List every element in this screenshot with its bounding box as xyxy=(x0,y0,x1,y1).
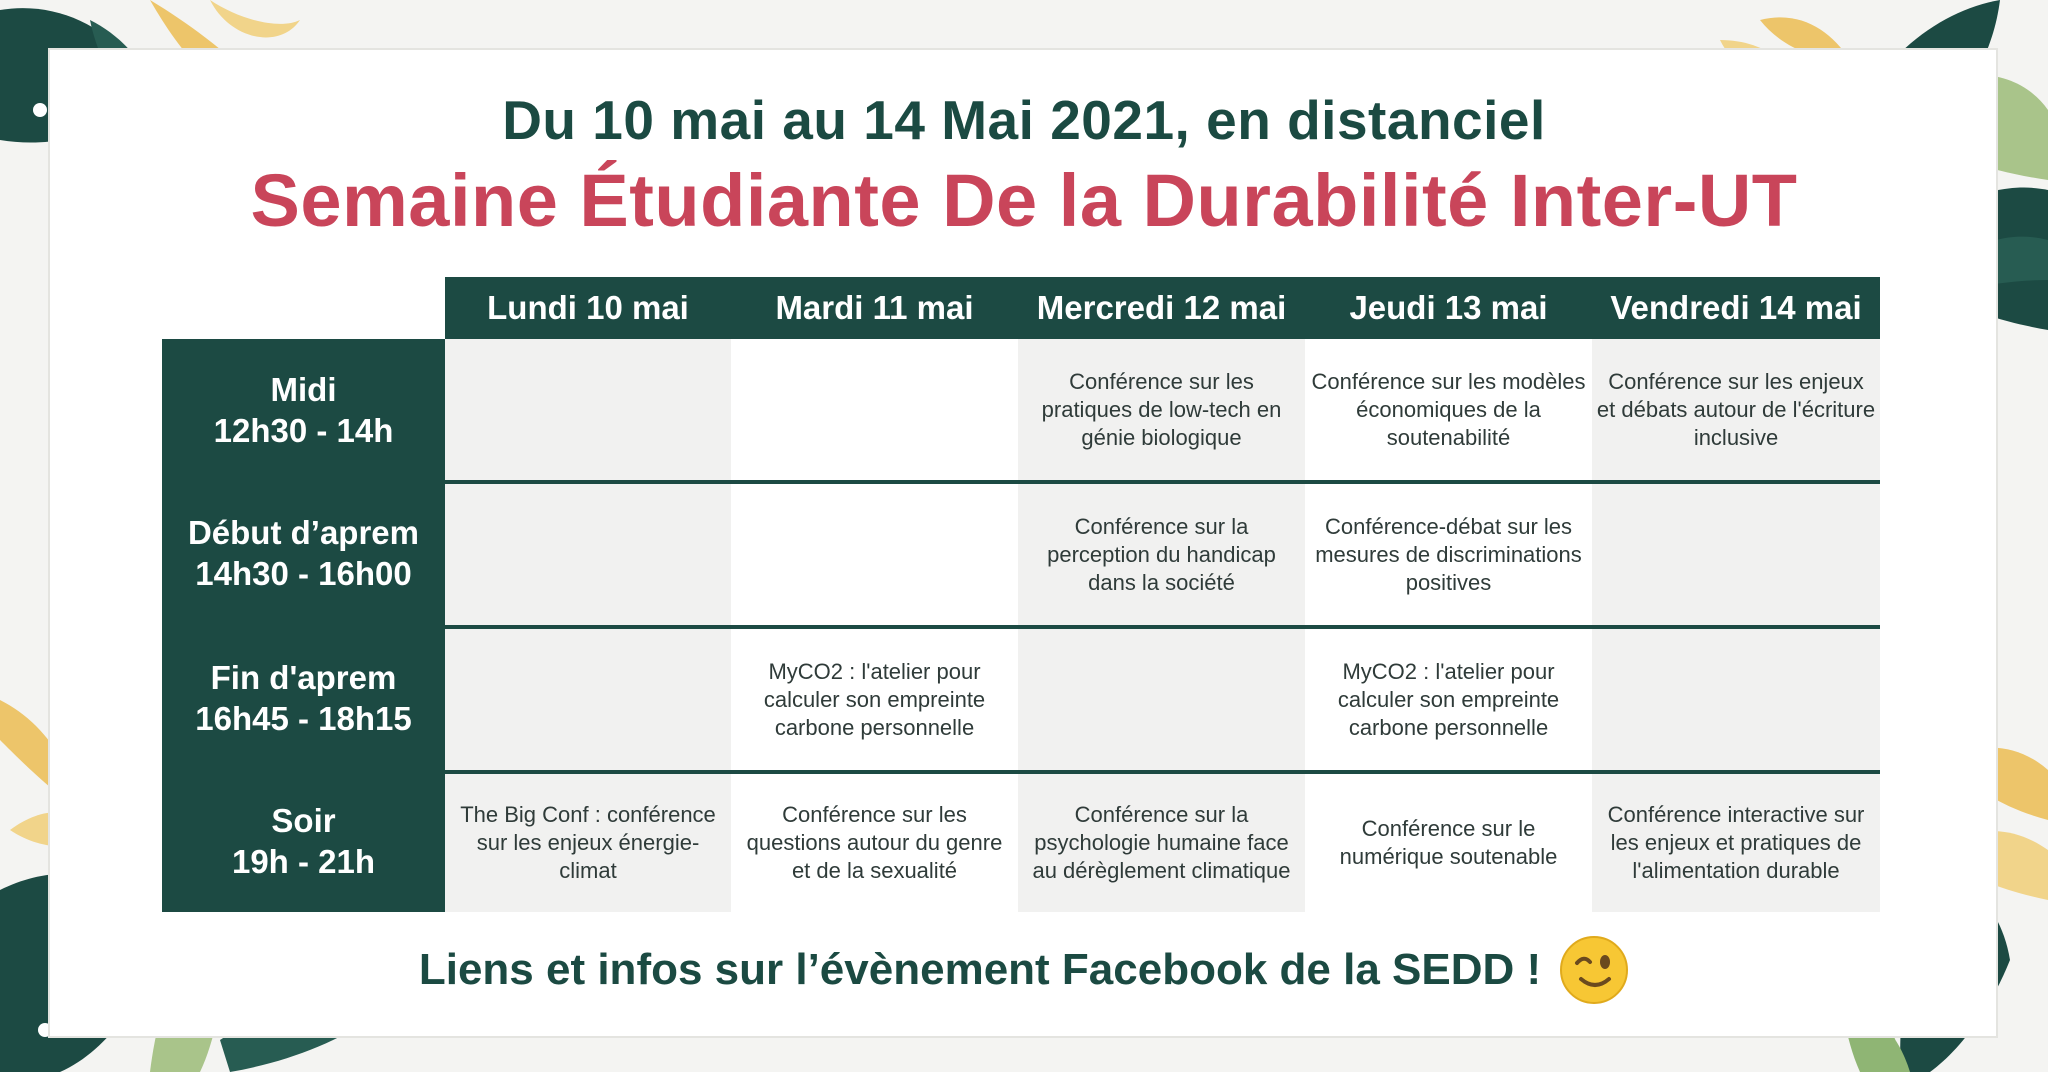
slot-header-fin-aprem xyxy=(162,625,445,770)
schedule-cell: The Big Conf : conférence sur les enjeux énergie-climat xyxy=(445,770,731,912)
schedule-cell: Conférence interactive sur les enjeux et pratiques de l'alimentation durable xyxy=(1592,770,1880,912)
schedule-cell xyxy=(731,339,1018,480)
slot-name: Soir xyxy=(271,802,336,839)
schedule-cell xyxy=(1592,480,1880,625)
schedule-cell: Conférence sur le numérique soutenable xyxy=(1305,770,1592,912)
schedule-cell: Conférence sur la perception du handicap dans la société xyxy=(1018,480,1305,625)
day-header-monday: Lundi 10 mai xyxy=(445,277,731,339)
winking-face-icon xyxy=(1559,935,1629,1005)
slot-time: 16h45 - 18h15 xyxy=(195,699,412,737)
slot-time: 14h30 - 16h00 xyxy=(195,554,412,592)
schedule-cell: Conférence sur les enjeux et débats autour de l'écriture inclusive xyxy=(1592,339,1880,480)
schedule-cell xyxy=(445,625,731,770)
table-corner xyxy=(162,277,445,339)
slot-header-midi xyxy=(162,339,445,480)
footer-text: Liens et infos sur l’évènement Facebook de la SEDD ! xyxy=(418,945,1542,994)
slot-name: Fin d'aprem xyxy=(210,658,397,696)
slot-time: 19h - 21h xyxy=(231,843,376,880)
footer xyxy=(0,940,2048,1000)
schedule-cell xyxy=(731,480,1018,625)
day-header-tuesday: Mardi 11 mai xyxy=(731,277,1018,339)
slot-time: 12h30 - 14h xyxy=(213,411,394,449)
slot-header-soir xyxy=(162,770,445,912)
schedule-cell: MyCO2 : l'atelier pour calculer son empreinte carbone personnelle xyxy=(1305,625,1592,770)
schedule-cell xyxy=(445,339,731,480)
schedule-cell: Conférence sur les pratiques de low-tech en génie biologique xyxy=(1018,339,1305,480)
slot-name: Midi xyxy=(270,370,337,408)
schedule-table xyxy=(162,277,1880,912)
schedule-cell xyxy=(445,480,731,625)
schedule-cell: Conférence-débat sur les mesures de discriminations positives xyxy=(1305,480,1592,625)
slot-header-debut-aprem xyxy=(162,480,445,625)
schedule-cell: Conférence sur la psychologie humaine face au dérèglement climatique xyxy=(1018,770,1305,912)
event-dates-subtitle: Du 10 mai au 14 Mai 2021, en distanciel xyxy=(502,89,1546,151)
event-title: Semaine Étudiante De la Durabilité Inter-UT xyxy=(250,159,1798,242)
schedule-cell xyxy=(1018,625,1305,770)
schedule-cell: Conférence sur les questions autour du genre et de la sexualité xyxy=(731,770,1018,912)
schedule-cell: MyCO2 : l'atelier pour calculer son empreinte carbone personnelle xyxy=(731,625,1018,770)
schedule-cell: Conférence sur les modèles économiques de la soutenabilité xyxy=(1305,339,1592,480)
day-header-wednesday: Mercredi 12 mai xyxy=(1018,277,1305,339)
day-header-friday: Vendredi 14 mai xyxy=(1592,277,1880,339)
schedule-cell xyxy=(1592,625,1880,770)
slot-name: Début d’aprem xyxy=(187,513,420,551)
day-header-thursday: Jeudi 13 mai xyxy=(1305,277,1592,339)
